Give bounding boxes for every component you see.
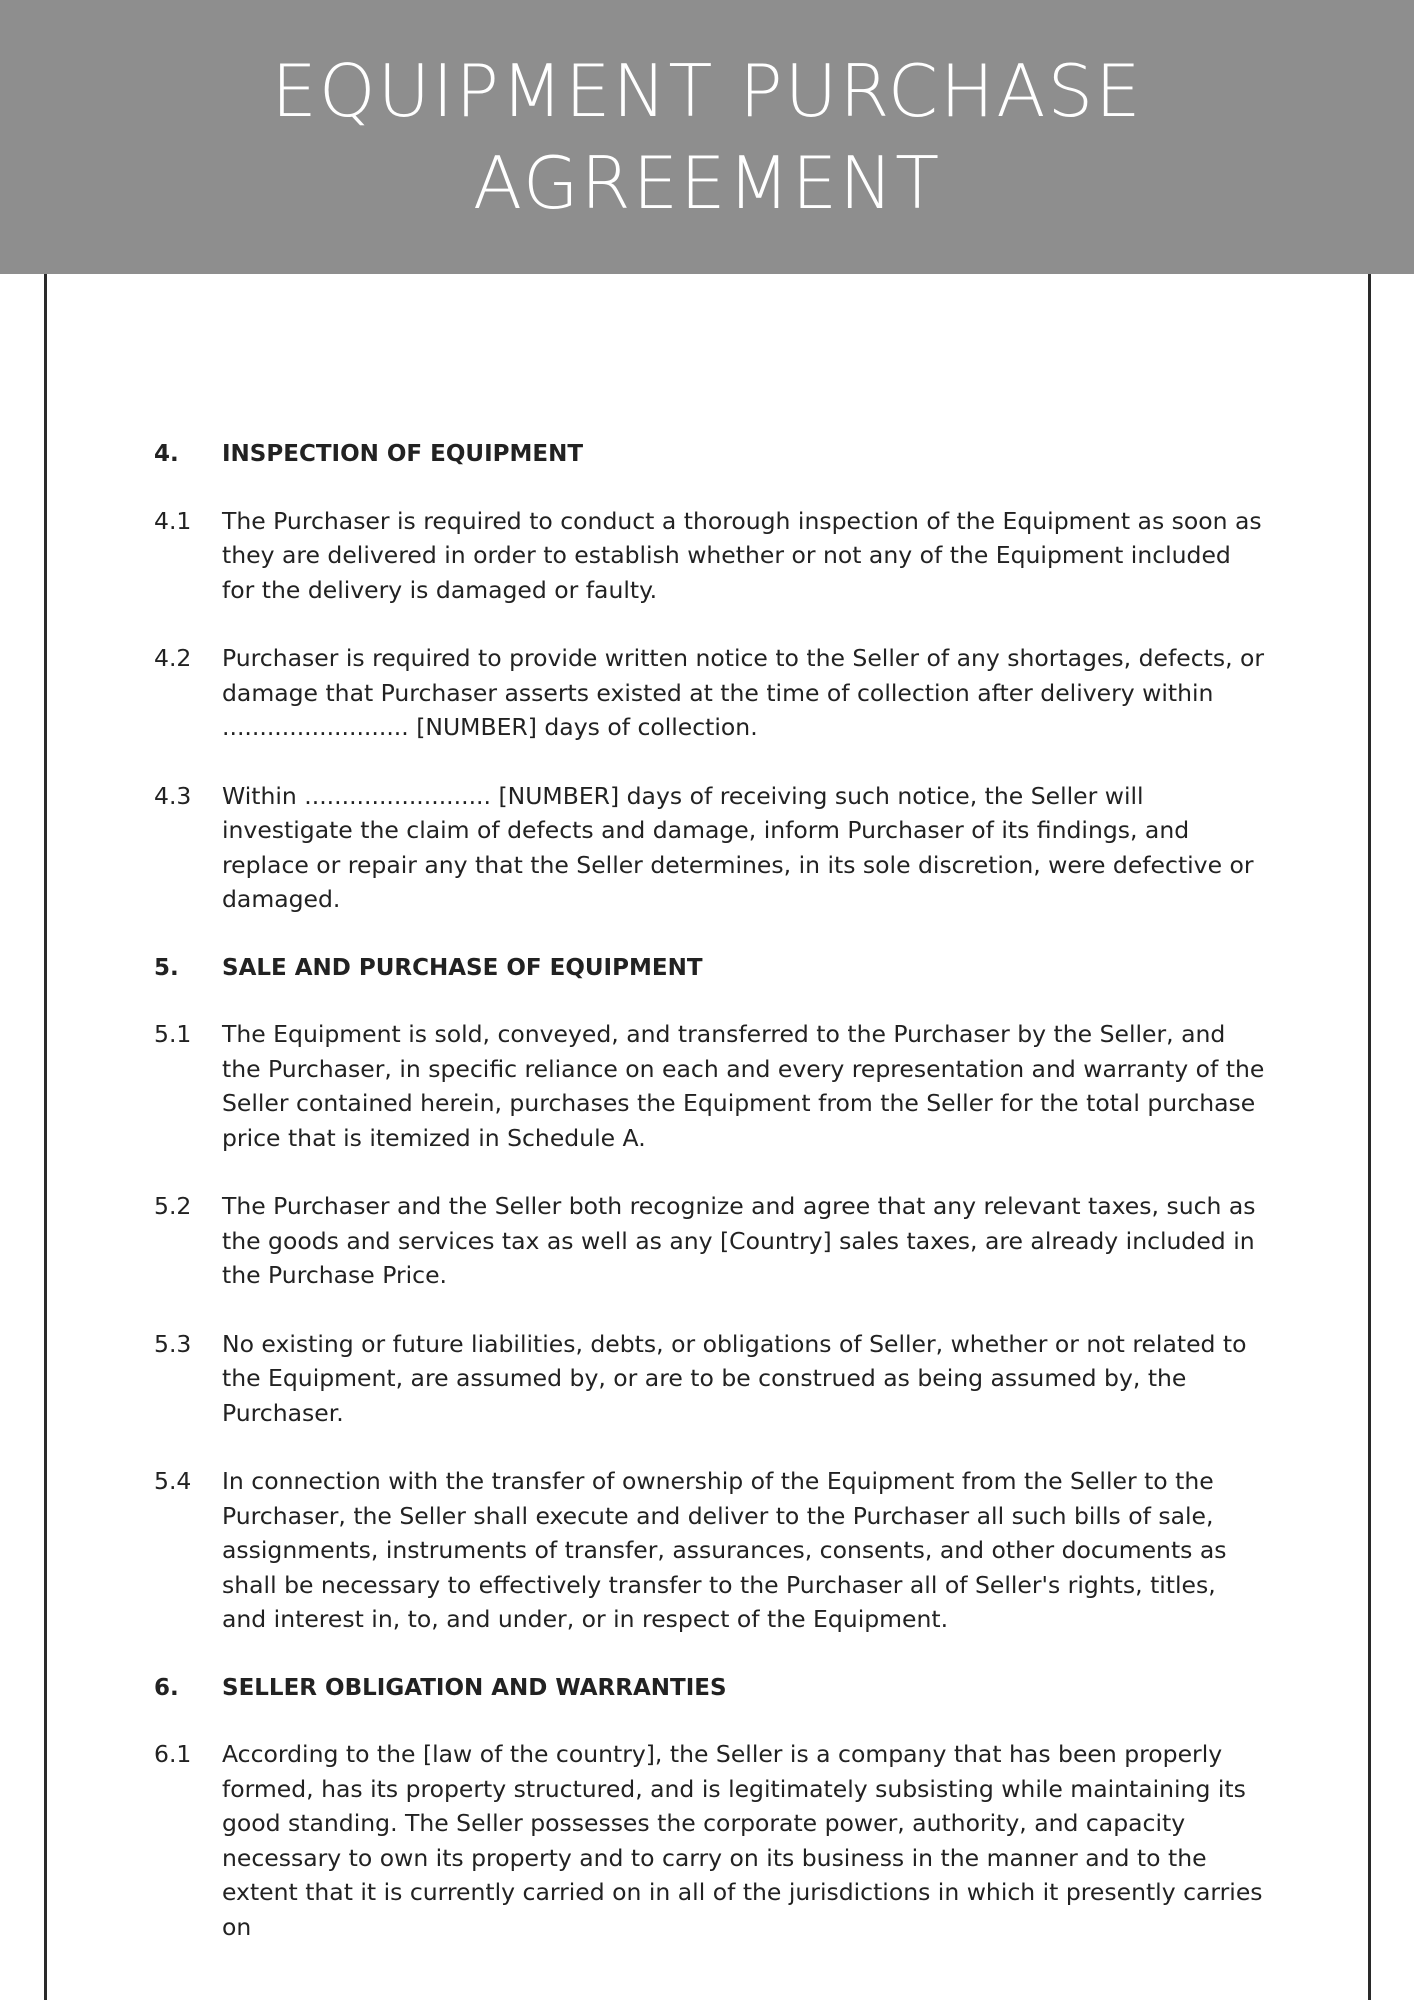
clause-number: 5.3 bbox=[154, 1329, 192, 1358]
document-body bbox=[154, 437, 1266, 1944]
clause-5-2 bbox=[154, 1189, 1266, 1293]
clause-text: According to the [law of the country], the Seller is a company that has been properly formed, has its property structured, and is legitimately subsisting while maintaining its good standing. The Seller possesses the corporate power, authority, and capacity necessary to own its property and to carry on its business in the manner and to the extent that it is currently carried on in all of the jurisdictions in which it presently carries on bbox=[222, 1740, 1263, 1941]
document-title-line-1: EQUIPMENT PURCHASE bbox=[271, 49, 1143, 133]
clause-text: The Purchaser is required to conduct a thorough inspection of the Equipment as soon as they are delivered in order to establish whether or not any of the Equipment included for the delivery is damaged or faulty. bbox=[222, 506, 1262, 604]
section-heading-5 bbox=[154, 951, 1266, 986]
clause-text: Purchaser is required to provide written notice to the Seller of any shortages, defects, or damage that Purchaser asserts existed at the time of collection after delivery within ......................... [NUMBER] days of collection. bbox=[222, 644, 1265, 741]
section-title: SELLER OBLIGATION AND WARRANTIES bbox=[222, 1674, 727, 1701]
section-heading-6 bbox=[154, 1671, 1266, 1706]
section-number: 4. bbox=[154, 441, 179, 467]
section-number: 5. bbox=[154, 954, 179, 981]
clause-4-1 bbox=[154, 504, 1266, 608]
clause-5-4 bbox=[154, 1464, 1266, 1637]
section-title: INSPECTION OF EQUIPMENT bbox=[222, 441, 584, 467]
clause-number: 4.1 bbox=[154, 506, 192, 535]
section-heading-4 bbox=[154, 437, 1266, 472]
clause-text: No existing or future liabilities, debts, or obligations of Seller, whether or not related to the Equipment, are assumed by, or are to be construed as being assumed by, the Purchaser. bbox=[222, 1329, 1247, 1427]
clause-text: In connection with the transfer of ownership of the Equipment from the Seller to the Purchaser, the Seller shall execute and deliver to the Purchaser all such bills of sale, assignments, instruments of transfer, assurances, consents, and other documents as shall be necessary to effectively transfer to the Purchaser all of Seller's rights, titles, and interest in, to, and under, or in respect of the Equipment. bbox=[222, 1467, 1227, 1633]
clause-4-2 bbox=[154, 641, 1266, 745]
clause-4-3 bbox=[154, 779, 1266, 917]
clause-text: Within ......................... [NUMBER] days of receiving such notice, the Seller will investigate the claim of defects and damage, inform Purchaser of its findings, and replace or repair any that the Seller determines, in its sole discretion, were defective or damaged. bbox=[222, 781, 1254, 913]
clause-number: 5.4 bbox=[154, 1467, 192, 1495]
clause-5-3 bbox=[154, 1327, 1266, 1431]
title-banner bbox=[0, 0, 1414, 274]
clause-number: 4.2 bbox=[154, 644, 192, 672]
clause-text: The Equipment is sold, conveyed, and transferred to the Purchaser by the Seller, and the Purchaser, in specific reliance on each and every representation and warranty of the Seller contained herein, purchases the Equipment from the Seller for the total purchase price that is itemized in Schedule A. bbox=[222, 1020, 1265, 1152]
section-number: 6. bbox=[154, 1674, 179, 1701]
clause-text: The Purchaser and the Seller both recognize and agree that any relevant taxes, such as the goods and services tax as well as any [Country] sales taxes, are already included in the Purchase Price. bbox=[222, 1192, 1256, 1289]
clause-number: 5.2 bbox=[154, 1192, 192, 1220]
clause-number: 4.3 bbox=[154, 781, 192, 810]
clause-number: 5.1 bbox=[154, 1020, 192, 1048]
clause-6-1 bbox=[154, 1737, 1266, 1944]
document-title-line-2: AGREEMENT bbox=[472, 141, 942, 225]
clause-number: 6.1 bbox=[154, 1740, 192, 1768]
clause-5-1 bbox=[154, 1017, 1266, 1155]
section-title: SALE AND PURCHASE OF EQUIPMENT bbox=[222, 954, 703, 981]
